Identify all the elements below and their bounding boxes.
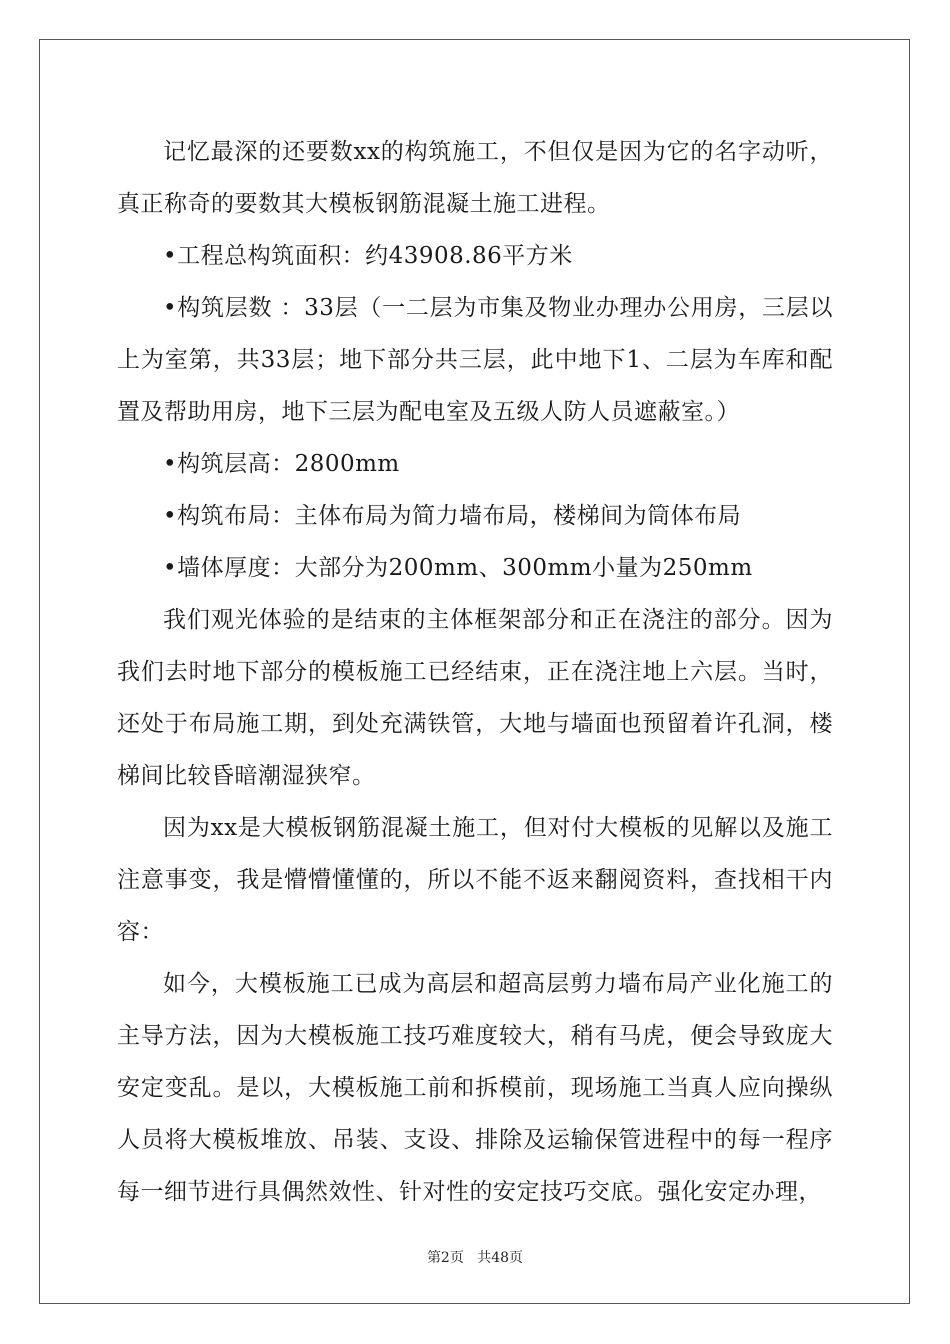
bullet-structure-layout: •构筑布局：主体布局为简力墙布局，楼梯间为筒体布局 — [163, 503, 742, 529]
paragraph-formwork: 如今，大模板施工已成为高层和超高层剪力墙布局产业化施工的主导方法，因为大模板施工技巧难度较大，稍有马虎，便会导致庞大安定变乱。是以，大模板施工前和拆模前，现场施工当真人应向操纵人员将大模板堆放、吊装、支设、排除及运输保管进程中的每一程序每一细节进行具偶然效性、针对性的安定技巧交底。强化安定办理， — [117, 971, 833, 1205]
page-total: 共48页 — [477, 1250, 524, 1266]
paragraph-visit: 我们观光体验的是结束的主体框架部分和正在浇注的部分。因为我们去时地下部分的模板施工已经结束，正在浇注地上六层。当时，还处于布局施工期，到处充满铁管，大地与墙面也预留着许孔洞，楼梯间比较昏暗潮湿狭窄。 — [117, 607, 833, 789]
bullet-wall-thickness: •墙体厚度：大部分为200mm、300mm小量为250mm — [163, 555, 753, 581]
page-footer — [0, 1247, 950, 1267]
paragraph-research: 因为xx是大模板钢筋混凝土施工，但对付大模板的见解以及施工注意事变，我是懵懵懂懂的，所以不能不返来翻阅资料，查找相干内容： — [117, 815, 833, 945]
bullet-floor-height: •构筑层高：2800mm — [163, 451, 400, 477]
page-number: 第2页 — [426, 1250, 464, 1266]
bullet-building-area: •工程总构筑面积：约43908.86平方米 — [163, 243, 573, 269]
document-body — [117, 126, 833, 1218]
bullet-floor-count: •构筑层数 ：33层（一二层为市集及物业办理办公用房，三层以上为室第，共33层；地下部分共三层，此中地下1、二层为车库和配置及帮助用房，地下三层为配电室及五级人防人员遮蔽室。） — [117, 295, 833, 425]
paragraph-intro: 记忆最深的还要数xx的构筑施工，不但仅是因为它的名字动听，真正称奇的要数其大模板钢筋混凝土施工进程。 — [117, 139, 833, 217]
